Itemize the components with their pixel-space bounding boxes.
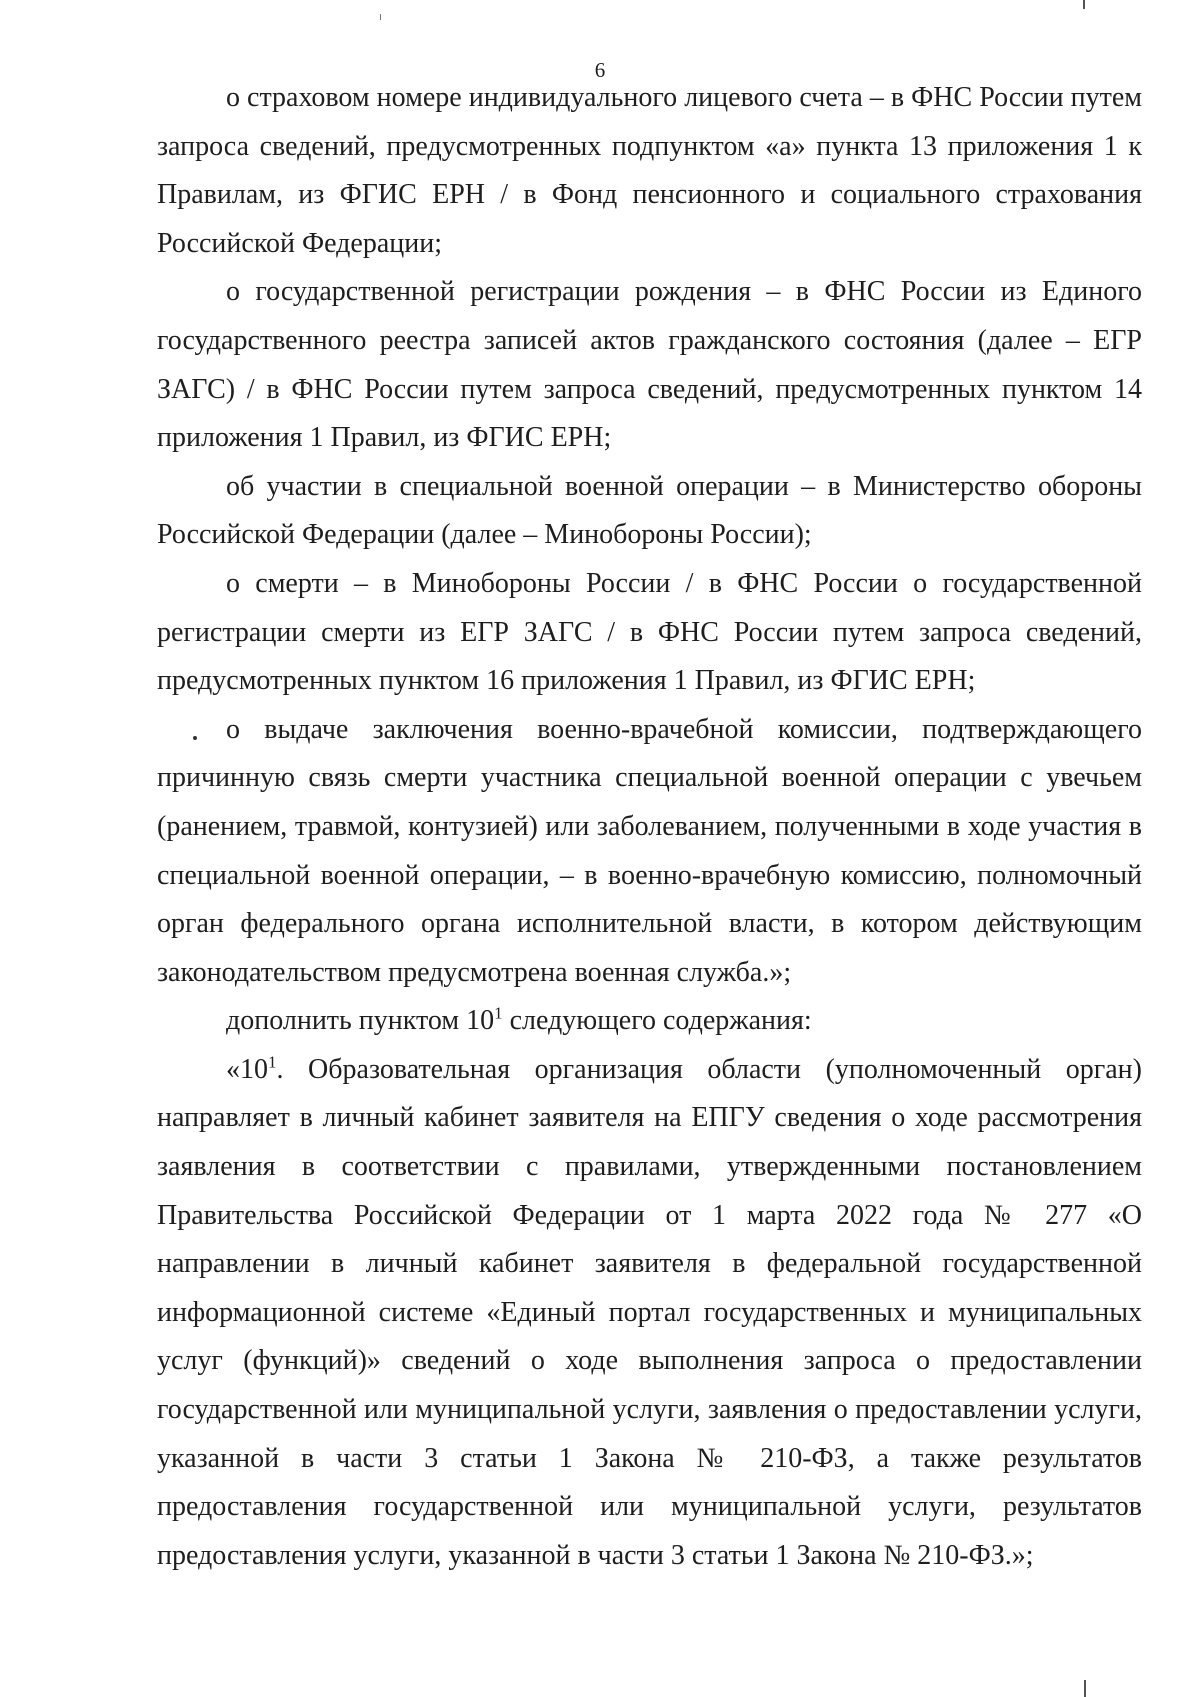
scan-mark-top-left bbox=[380, 14, 381, 20]
point-10-1-prefix: «10 bbox=[226, 1053, 268, 1085]
paragraph-birth-registration: о государственной регистрации рождения – в ФНС России из Единого государственного реестра записей актов гражданского состояния (далее – ЕГР ЗАГС) / в ФНС России путем запроса сведений, предусмотренных пунктом 14 приложения 1 Правил, из ФГИС ЕРН; bbox=[157, 276, 1142, 454]
scan-mark-top bbox=[1083, 0, 1085, 9]
paragraph-point-10-1 bbox=[157, 1046, 1142, 1581]
paragraph-military-operation: об участии в специальной военной операции – в Министерство обороны Российской Федерации (далее – Минобороны России); bbox=[157, 470, 1142, 551]
scan-mark-bottom bbox=[1084, 1680, 1086, 1697]
point-10-1-text: . Образовательная организация области (уполномоченный орган) направляет в личный кабинет заявителя на ЕПГУ сведения о ходе рассмотрения заявления в соответствии с правилами, утвержденными постановлением Правительства Российской Федерации от 1 марта 2022 года № 277 «О направлении в личный кабинет заявителя в федеральной государственной информационной системе «Единый портал государственных и муниципальных услуг (функций)» сведений о ходе выполнения запроса о предоставлении государственной или муниципальной услуги, заявления о предоставлении услуги, указанной в части 3 статьи 1 Закона № 210-ФЗ, а также результатов предоставления государственной или муниципальной услуги, результатов предоставления услуги, указанной в части 3 статьи 1 Закона № 210-ФЗ.»; bbox=[157, 1053, 1142, 1571]
paragraph-death: о смерти – в Минобороны России / в ФНС России о государственной регистрации смерти из ЕГР ЗАГС / в ФНС России путем запроса сведений, предусмотренных пунктом 16 приложения 1 Правил, из ФГИС ЕРН; bbox=[157, 567, 1142, 697]
paragraph-medical-commission: о выдаче заключения военно-врачебной комиссии, подтверждающего причинную связь смерти участника специальной военной операции с увечьем (ранением, травмой, контузией) или заболеванием, полученными в ходе участия в специальной военной операции, – в военно-врачебную комиссию, полномочный орган федерального органа исполнительной власти, в котором действующим законодательством предусмотрена военная служба.»; bbox=[157, 713, 1142, 988]
add-point-superscript: 1 bbox=[494, 1003, 503, 1023]
document-body bbox=[157, 74, 1142, 1580]
page-number: 6 bbox=[594, 58, 606, 82]
paragraph-insurance-number: о страховом номере индивидуального лицевого счета – в ФНС России путем запроса сведений, предусмотренных подпунктом «а» пункта 13 приложения 1 к Правилам, из ФГИС ЕРН / в Фонд пенсионного и социального страхования Российской Федерации; bbox=[157, 82, 1142, 259]
add-point-suffix: следующего содержания: bbox=[502, 1005, 812, 1037]
add-point-prefix: дополнить пунктом 10 bbox=[226, 1005, 495, 1037]
point-10-1-superscript: 1 bbox=[268, 1052, 277, 1072]
paragraph-add-point bbox=[157, 997, 1142, 1046]
